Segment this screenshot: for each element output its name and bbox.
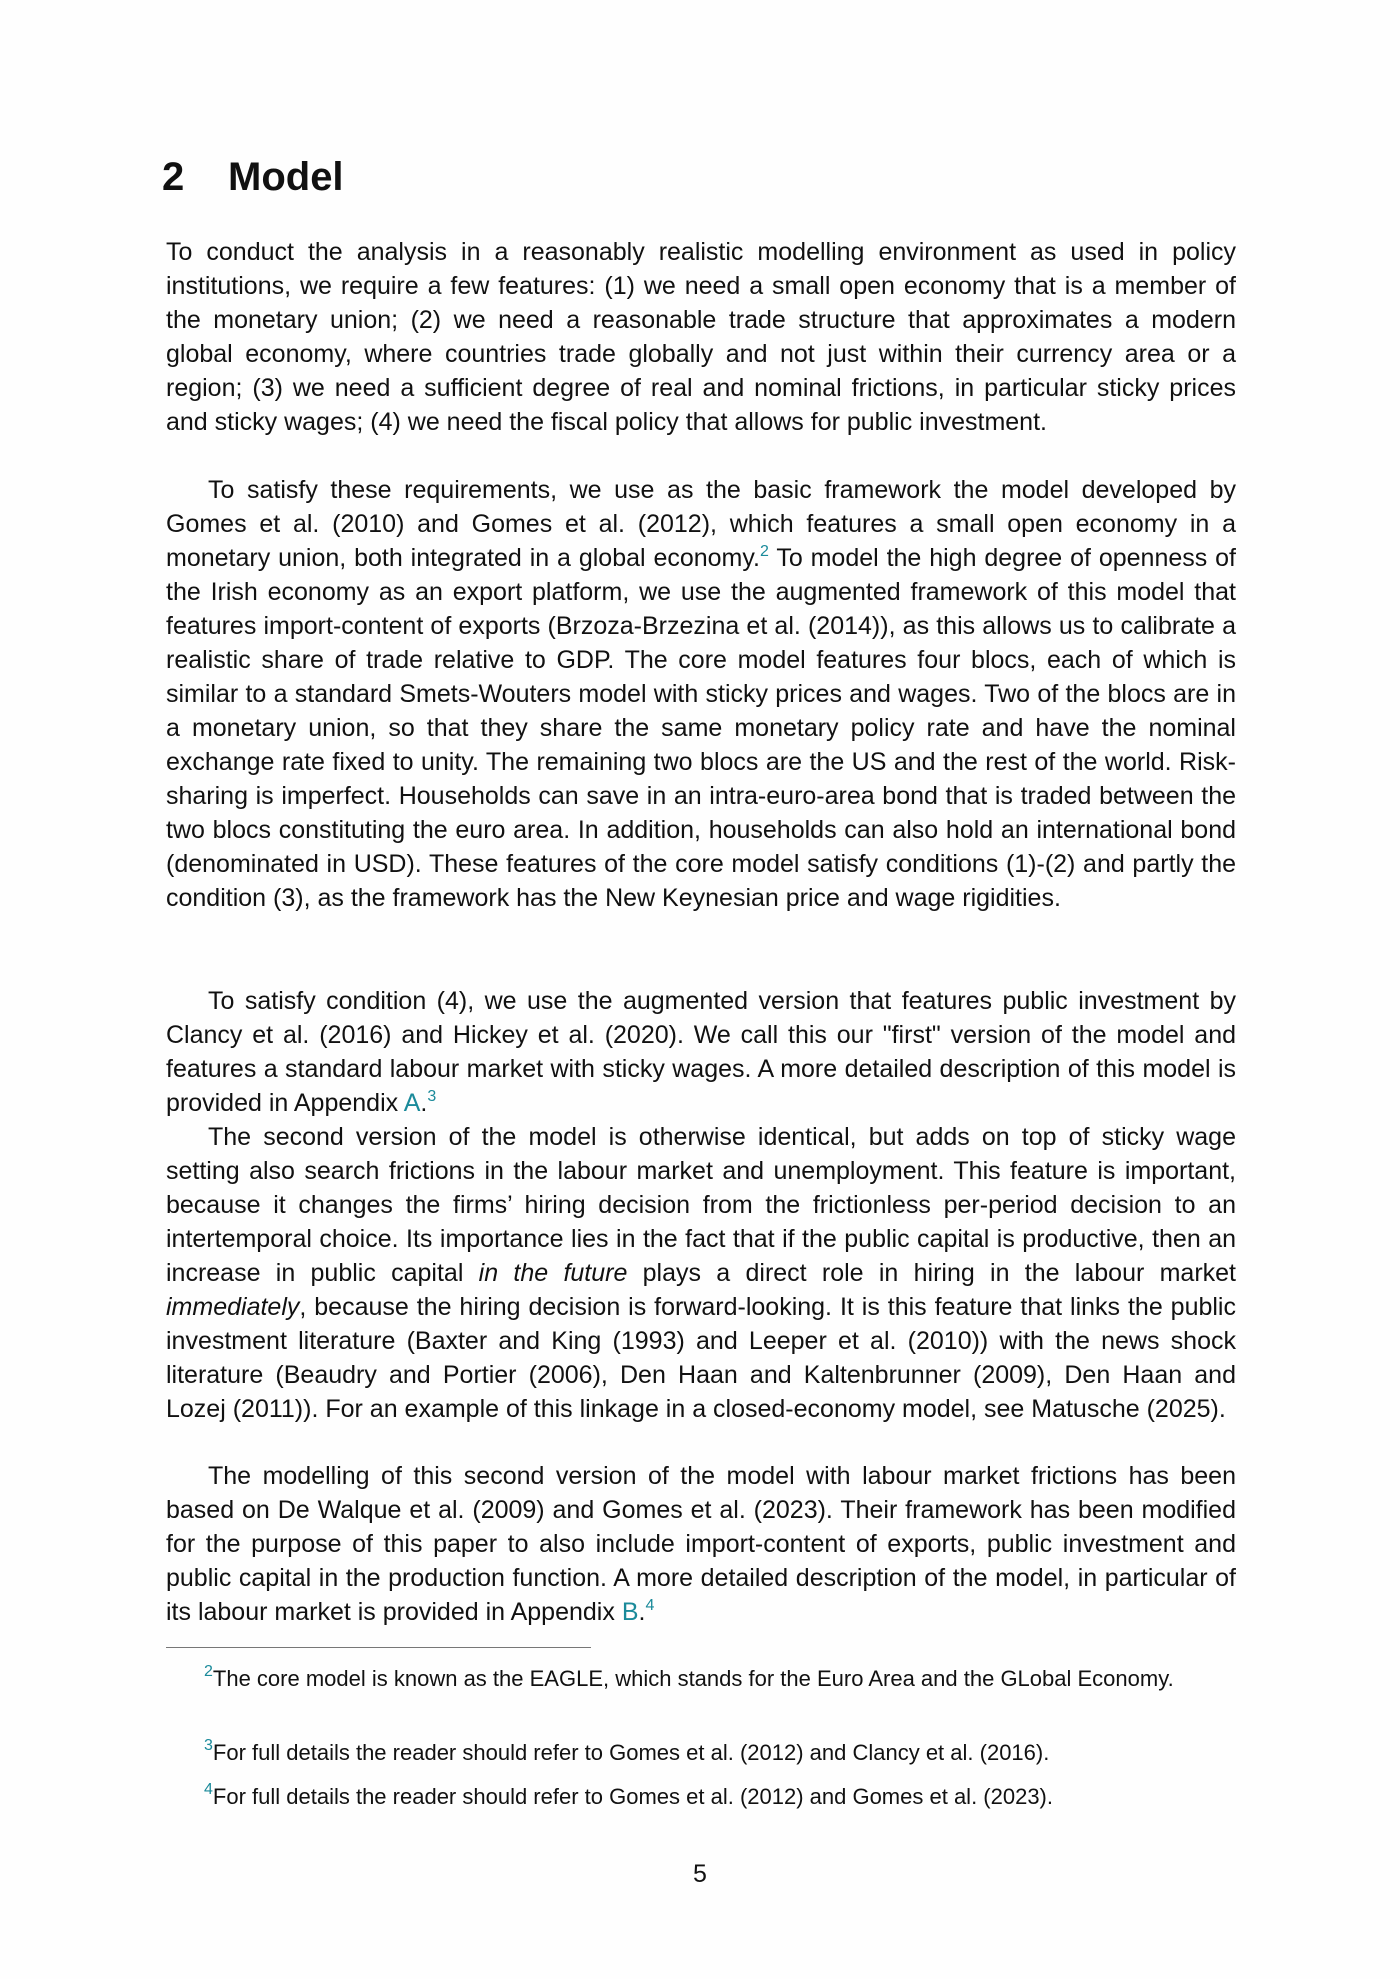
section-number: 2 bbox=[162, 155, 185, 199]
paragraph-text: To satisfy condition (4), we use the augmented version that features public investment by Clancy et al. (2016) and Hickey et al. (2020). We call this our "first" version of the model and features a standard labour market with sticky wages. A more detailed description of this model is provided in Appendix bbox=[166, 987, 1236, 1117]
emphasis-text: in the future bbox=[478, 1259, 628, 1287]
paragraph-text: . bbox=[638, 1598, 646, 1626]
footnote-ref-3[interactable]: 3 bbox=[427, 1088, 437, 1105]
footnote-text: For full details the reader should refer to Gomes et al. (2012) and Clancy et al. (2016). bbox=[212, 1740, 1050, 1765]
paragraph-text: , because the hiring decision is forward-looking. It is this feature that links the public investment literature (Baxter and King (1993) and Leeper et al. (2010)) with the news shock literature (Beaudry and Portier (2006), Den Haan and Kaltenbrunner (2009), Den Haan and Lozej (2011)). For an example of this linkage in a closed-economy model, see Matusche (2025). bbox=[166, 1293, 1236, 1423]
footnote-text: For full details the reader should refer to Gomes et al. (2012) and Gomes et al. (2023). bbox=[212, 1784, 1053, 1809]
paragraph-text: To satisfy these requirements, we use as the basic framework the model developed by Gomes et al. (2010) and Gomes et al. (2012), which features a small open economy in a monetary union, both integrated in a global economy. bbox=[166, 476, 1236, 572]
paragraph-requirements bbox=[166, 235, 1236, 439]
paragraph-text: . bbox=[420, 1089, 428, 1117]
emphasis-text: immediately bbox=[166, 1293, 300, 1321]
appendix-b-link[interactable]: B bbox=[621, 1598, 639, 1626]
page-number: 5 bbox=[693, 1860, 707, 1888]
appendix-a-link[interactable]: A bbox=[403, 1089, 421, 1117]
section-title: Model bbox=[228, 155, 344, 199]
paragraph-text: To model the high degree of openness of the Irish economy as an export platform, we use the augmented framework of this model that features import-content of exports (Brzoza-Brzezina et al. (2014)), as this allows us to calibrate a realistic share of trade relative to GDP. The core model features four blocs, each of which is similar to a standard Smets-Wouters model with sticky prices and wages. Two of the blocs are in a monetary union, so that they share the same monetary policy rate and have the nominal exchange rate fixed to unity. The remaining two blocs are the US and the rest of the world. Risk-sharing is imperfect. Households can save in an intra-euro-area bond that is traded between the two blocs constituting the euro area. In addition, households can also hold an international bond (denominated in USD). These features of the core model satisfy conditions (1)-(2) and partly the condition (3), as the framework has the New Keynesian price and wage rigidities. bbox=[166, 544, 1236, 912]
paragraph-text: To conduct the analysis in a reasonably realistic modelling environment as used in policy institutions, we require a few features: (1) we need a small open economy that is a member of the monetary union; (2) we need a reasonable trade structure that approximates a modern global economy, where countries trade globally and not just within their currency area or a region; (3) we need a sufficient degree of real and nominal frictions, in particular sticky prices and sticky wages; (4) we need the fiscal policy that allows for public investment. bbox=[166, 238, 1236, 436]
footnote-4 bbox=[204, 1782, 1053, 1812]
footnote-mark: 4 bbox=[204, 1781, 213, 1798]
paragraph-text: The second version of the model is otherwise identical, but adds on top of sticky wage setting also search frictions in the labour market and unemployment. This feature is important, because it changes the firms’ hiring decision from the frictionless per-period decision to an intertemporal choice. Its importance lies in the fact that if the public capital is productive, then an increase in public capital bbox=[166, 1123, 1236, 1287]
paragraph-text: plays a direct role in hiring in the labour market bbox=[627, 1259, 1236, 1287]
footnote-2 bbox=[166, 1664, 1236, 1694]
footnote-3 bbox=[204, 1738, 1049, 1768]
paragraph-second-version bbox=[166, 1120, 1236, 1426]
paragraph-labour-frictions bbox=[166, 1459, 1236, 1629]
section-heading bbox=[162, 155, 344, 200]
paragraph-text: The modelling of this second version of the model with labour market frictions has been based on De Walque et al. (2009) and Gomes et al. (2023). Their framework has been modified for the purpose of this paper to also include import-content of exports, public investment and public capital in the production function. A more detailed description of the model, in particular of its labour market is provided in Appendix bbox=[166, 1462, 1236, 1626]
footnote-divider bbox=[166, 1647, 591, 1648]
footnote-ref-4[interactable]: 4 bbox=[645, 1597, 655, 1614]
footnote-ref-2[interactable]: 2 bbox=[759, 543, 769, 560]
paragraph-first-version bbox=[166, 984, 1236, 1120]
footnote-mark: 2 bbox=[204, 1663, 213, 1680]
footnote-text: The core model is known as the EAGLE, which stands for the Euro Area and the GLobal Economy. bbox=[212, 1666, 1174, 1691]
paragraph-framework bbox=[166, 473, 1236, 915]
footnote-mark: 3 bbox=[204, 1737, 213, 1754]
